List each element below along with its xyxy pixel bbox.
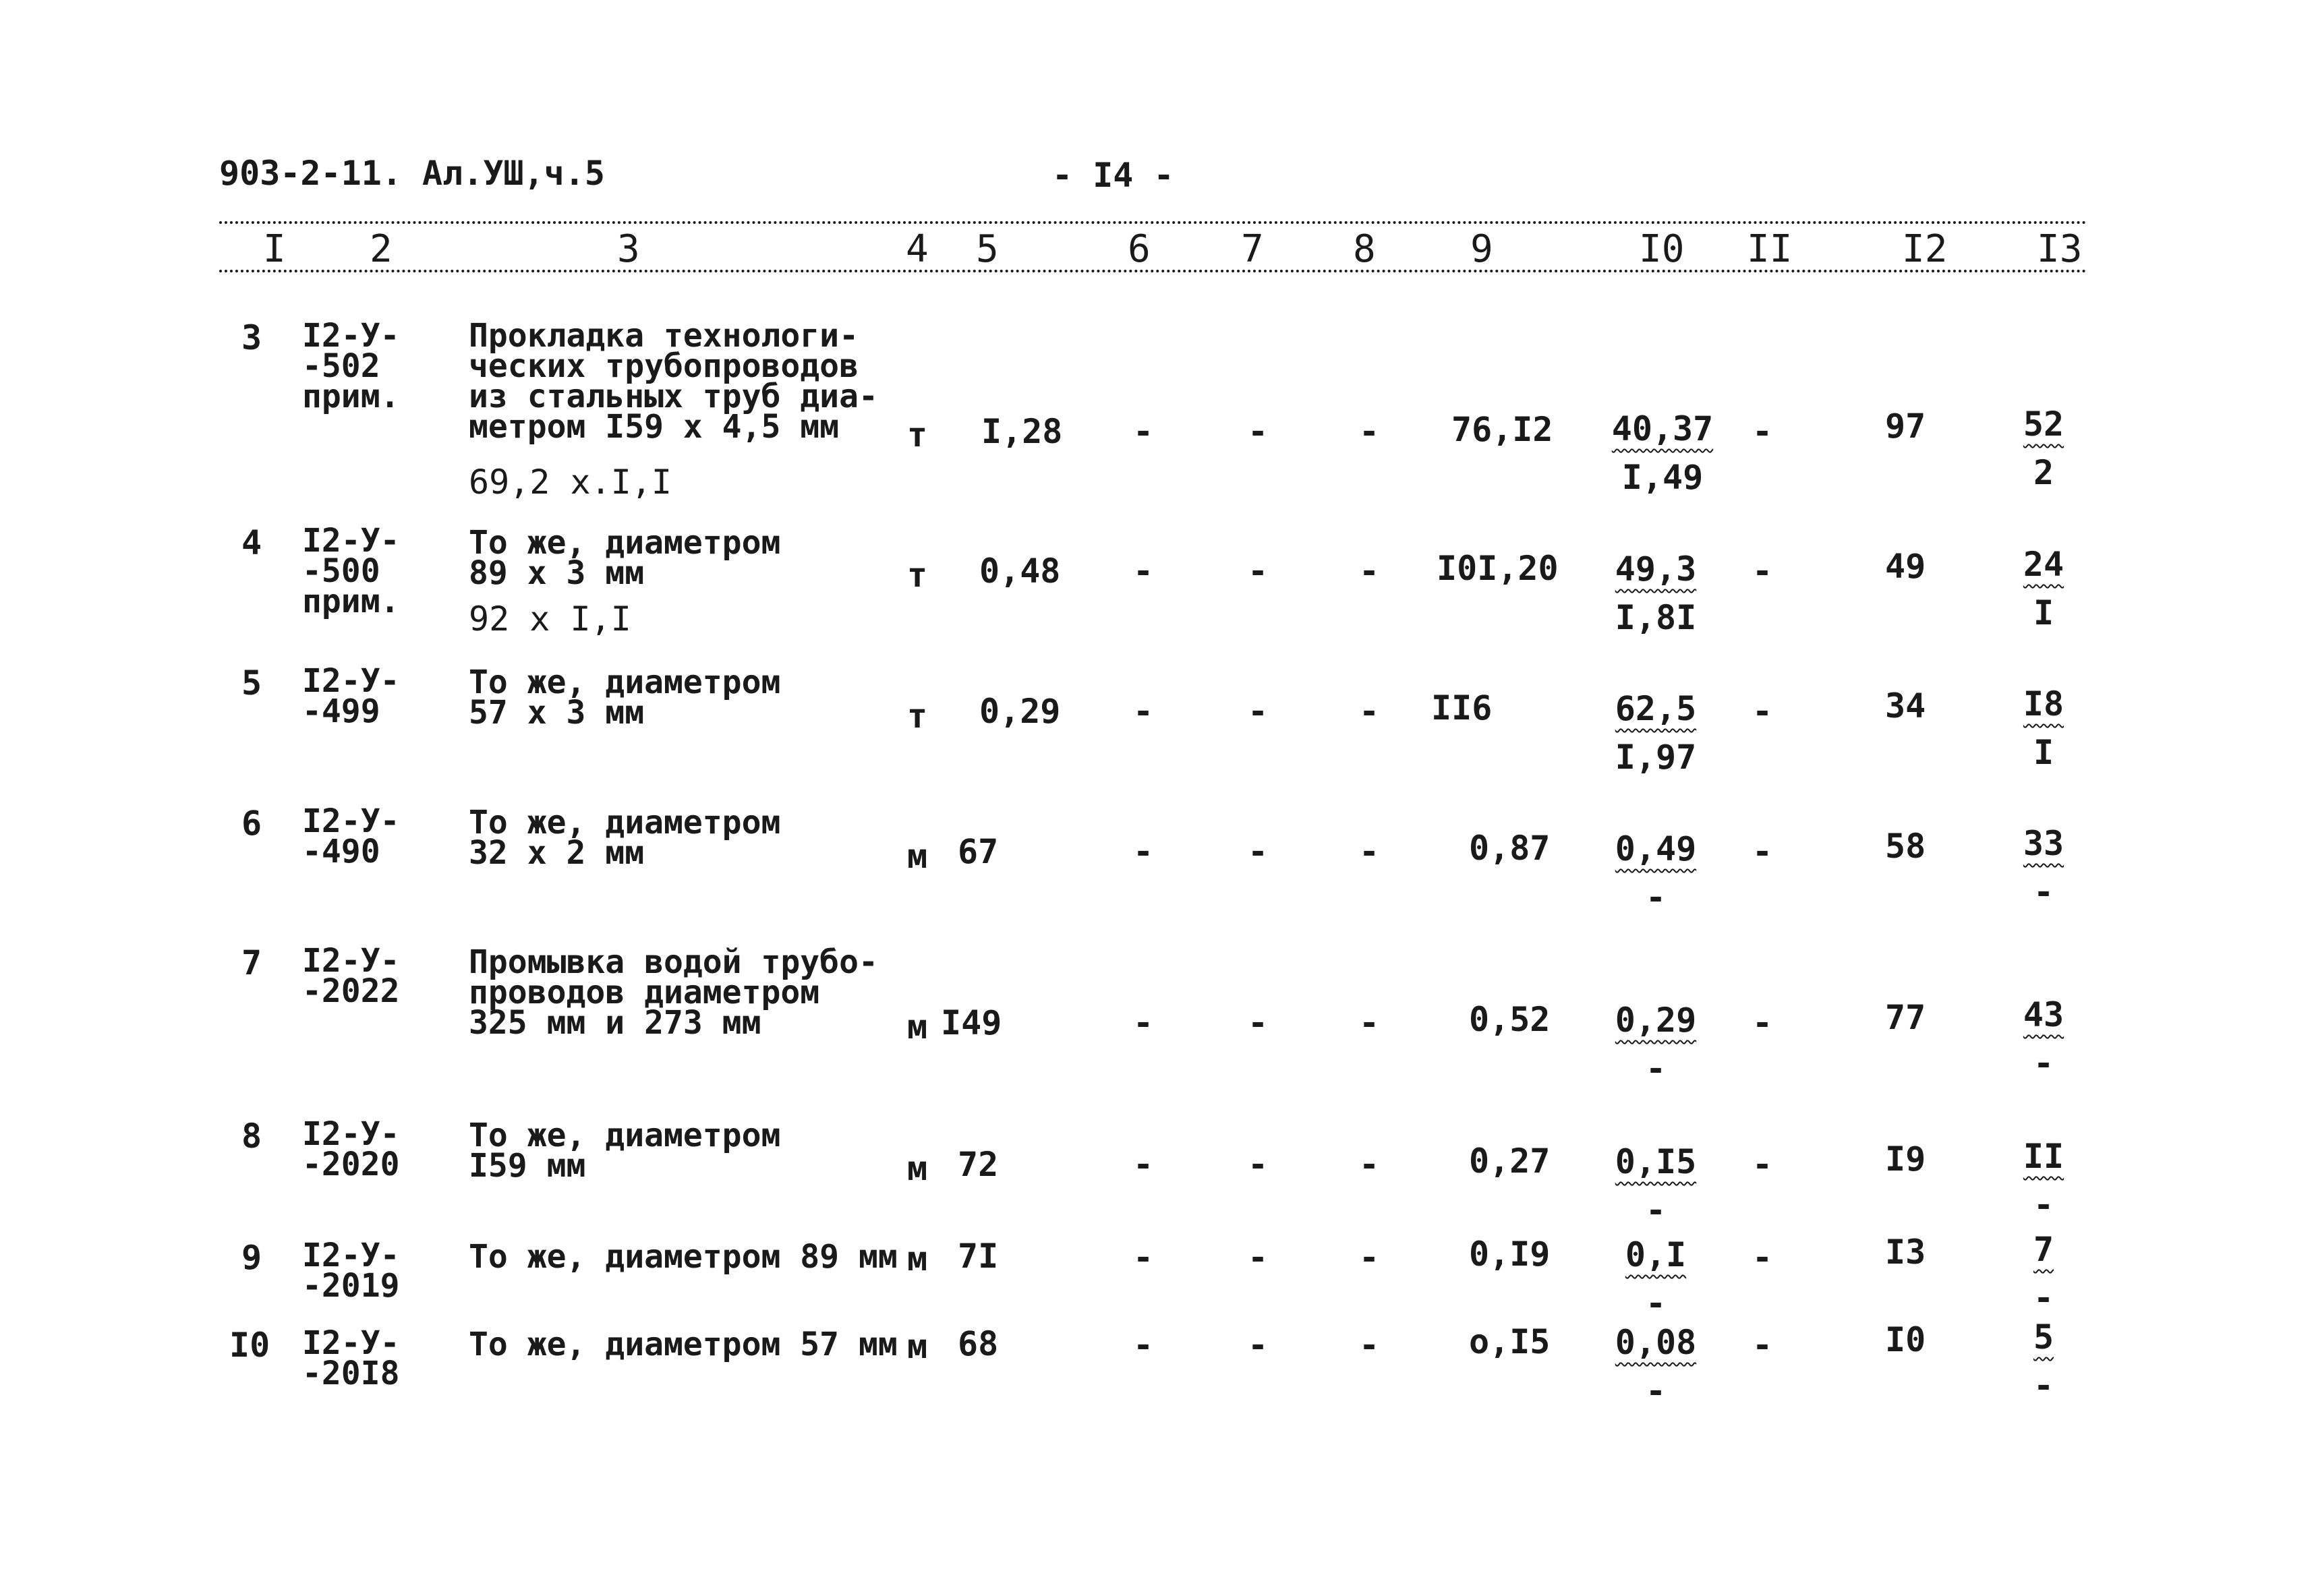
column-number-12: I2 [1902, 227, 1948, 271]
col6-dash: - [1133, 1238, 1154, 1277]
col13-top: 33 [2023, 824, 2064, 863]
col12-value: 58 [1885, 827, 1926, 866]
norm-code: I2-У- -499 [302, 662, 400, 730]
document-code: 903-2-11. Ал.УШ,ч.5 [219, 154, 605, 193]
col7-dash: - [1248, 1238, 1269, 1277]
col12-value: I9 [1885, 1140, 1926, 1179]
col12-value: 49 [1885, 547, 1926, 586]
col7-dash: - [1248, 552, 1269, 591]
col8-dash: - [1359, 692, 1380, 731]
work-description: То же, диаметром 57 х 3 мм [469, 663, 781, 732]
col11-dash: - [1752, 412, 1773, 451]
unit: м [907, 1327, 928, 1366]
quantity: I,28 [981, 412, 1063, 451]
col13-bottom: - [2033, 1044, 2054, 1083]
col13-bottom: - [2033, 1185, 2054, 1224]
quantity: 0,48 [979, 552, 1061, 591]
col13-fraction [2013, 1318, 2074, 1405]
row-number: 4 [241, 523, 262, 562]
col9-value: I0I,20 [1437, 549, 1559, 588]
col6-dash: - [1133, 832, 1154, 871]
col9-value: II6 [1431, 688, 1493, 728]
col13-fraction [2013, 995, 2074, 1083]
work-description: То же, диаметром 57 мм [469, 1326, 898, 1363]
column-number-9: 9 [1470, 227, 1493, 271]
quantity-formula: 92 х I,I [469, 599, 631, 639]
norm-code: I2-У- -20I8 [302, 1324, 400, 1392]
row-number: 7 [241, 943, 262, 982]
col13-fraction [2013, 824, 2074, 912]
col10-bottom: - [1645, 1371, 1667, 1411]
row-number: 3 [241, 318, 262, 357]
col13-bottom: 2 [2033, 453, 2054, 492]
work-description: То же, диаметром 89 мм [469, 1238, 898, 1276]
col6-dash: - [1133, 1145, 1154, 1184]
col6-dash: - [1133, 552, 1154, 591]
col10-fraction [1595, 689, 1716, 777]
col10-fraction [1602, 409, 1723, 497]
col7-dash: - [1248, 1145, 1269, 1184]
col10-top: 0,I [1625, 1235, 1687, 1274]
column-number-13: I3 [2037, 227, 2083, 271]
col10-bottom: I,8I [1615, 598, 1697, 637]
column-number-2: 2 [370, 227, 393, 271]
col8-dash: - [1359, 552, 1380, 591]
col9-value: 0,87 [1469, 829, 1551, 868]
col12-value: 97 [1885, 407, 1926, 446]
table-header-top-rule [219, 221, 2087, 224]
norm-code: I2-У- -2019 [302, 1237, 400, 1305]
col11-dash: - [1752, 1238, 1773, 1277]
column-number-8: 8 [1353, 227, 1376, 271]
col10-bottom: I,49 [1621, 458, 1704, 497]
col10-top: 0,I5 [1615, 1142, 1697, 1181]
col8-dash: - [1359, 1238, 1380, 1277]
work-description: Прокладка технологи- ческих трубопроводов из стальных труб диа- метром I59 х 4,5 мм [469, 317, 878, 446]
col13-fraction [2013, 1230, 2074, 1318]
col11-dash: - [1752, 1145, 1773, 1184]
norm-code: I2-У- -2022 [302, 942, 400, 1010]
page-number: - I4 - [1052, 156, 1174, 195]
col10-top: 40,37 [1611, 409, 1714, 448]
table-header-bottom-rule [219, 270, 2087, 272]
col9-value: о,I5 [1469, 1322, 1551, 1361]
col8-dash: - [1359, 1003, 1380, 1042]
col10-top: 0,29 [1615, 1001, 1697, 1040]
col10-bottom: - [1645, 878, 1667, 917]
column-number-3: 3 [617, 227, 640, 271]
col13-bottom: I [2033, 593, 2054, 632]
quantity: 67 [958, 832, 999, 871]
unit: т [907, 697, 928, 736]
unit: м [907, 1149, 928, 1188]
col13-top: 5 [2033, 1318, 2054, 1357]
col13-top: I8 [2023, 684, 2064, 723]
col10-fraction [1595, 1001, 1716, 1088]
col13-top: 52 [2023, 405, 2064, 444]
col10-fraction [1595, 1235, 1716, 1323]
column-number-7: 7 [1241, 227, 1264, 271]
col13-bottom: - [2033, 1278, 2054, 1318]
norm-code: I2-У- -2020 [302, 1115, 400, 1183]
row-number: 8 [241, 1117, 262, 1156]
work-description: То же, диаметром 89 х 3 мм [469, 524, 781, 592]
col11-dash: - [1752, 552, 1773, 591]
col10-bottom: - [1645, 1284, 1667, 1323]
unit: м [907, 837, 928, 876]
unit: м [907, 1007, 928, 1046]
col13-bottom: I [2033, 733, 2054, 772]
col6-dash: - [1133, 412, 1154, 451]
col10-top: 49,3 [1615, 550, 1697, 589]
row-number: 9 [241, 1238, 262, 1277]
work-description: То же, диаметром 32 х 2 мм [469, 804, 781, 872]
col9-value: 76,I2 [1451, 410, 1553, 449]
col8-dash: - [1359, 832, 1380, 871]
norm-code: I2-У- -500 прим. [302, 522, 400, 620]
quantity: 7I [958, 1237, 999, 1276]
col13-top: 24 [2023, 545, 2064, 584]
work-description: То же, диаметром I59 мм [469, 1117, 781, 1185]
quantity-formula: 69,2 х.I,I [469, 463, 672, 502]
column-number-6: 6 [1128, 227, 1151, 271]
col11-dash: - [1752, 832, 1773, 871]
col10-top: 62,5 [1615, 689, 1697, 728]
row-number: 6 [241, 804, 262, 843]
col13-fraction [2013, 405, 2074, 492]
unit: т [907, 415, 928, 454]
col12-value: I3 [1885, 1233, 1926, 1272]
col13-bottom: - [2033, 873, 2054, 912]
col13-fraction [2013, 1137, 2074, 1224]
norm-code: I2-У- -490 [302, 802, 400, 870]
col11-dash: - [1752, 1326, 1773, 1365]
col12-value: 34 [1885, 686, 1926, 726]
quantity: 0,29 [979, 692, 1061, 731]
col10-bottom: - [1645, 1049, 1667, 1088]
col6-dash: - [1133, 692, 1154, 731]
col6-dash: - [1133, 1326, 1154, 1365]
col9-value: 0,I9 [1469, 1235, 1551, 1274]
col9-value: 0,27 [1469, 1142, 1551, 1181]
col13-fraction [2013, 545, 2074, 632]
norm-code: I2-У- -502 прим. [302, 317, 400, 415]
quantity: 68 [958, 1324, 999, 1363]
column-number-10: I0 [1639, 227, 1685, 271]
column-number-5: 5 [976, 227, 999, 271]
column-number-11: II [1747, 227, 1793, 271]
col13-top: II [2023, 1137, 2064, 1176]
col11-dash: - [1752, 692, 1773, 731]
col10-bottom: I,97 [1615, 738, 1697, 777]
col7-dash: - [1248, 832, 1269, 871]
col7-dash: - [1248, 1003, 1269, 1042]
col9-value: 0,52 [1469, 1000, 1551, 1039]
unit: т [907, 556, 928, 595]
col8-dash: - [1359, 412, 1380, 451]
unit: м [907, 1239, 928, 1278]
col10-fraction [1595, 1323, 1716, 1411]
col10-top: 0,49 [1615, 829, 1697, 868]
row-number: 5 [241, 663, 262, 703]
col8-dash: - [1359, 1326, 1380, 1365]
col6-dash: - [1133, 1003, 1154, 1042]
col10-fraction [1595, 550, 1716, 637]
column-number-4: 4 [906, 227, 929, 271]
col10-fraction [1595, 1142, 1716, 1230]
col12-value: 77 [1885, 998, 1926, 1037]
col8-dash: - [1359, 1145, 1380, 1184]
col7-dash: - [1248, 1326, 1269, 1365]
col13-top: 43 [2023, 995, 2064, 1034]
col12-value: I0 [1885, 1320, 1926, 1359]
col13-top: 7 [2033, 1230, 2054, 1269]
col10-fraction [1595, 829, 1716, 917]
col13-fraction [2013, 684, 2074, 772]
quantity: I49 [941, 1003, 1002, 1042]
col7-dash: - [1248, 412, 1269, 451]
col13-bottom: - [2033, 1366, 2054, 1405]
col7-dash: - [1248, 692, 1269, 731]
col10-bottom: - [1645, 1191, 1667, 1230]
col11-dash: - [1752, 1003, 1773, 1042]
work-description: Промывка водой трубо- проводов диаметром 325 мм и 273 мм [469, 943, 878, 1042]
row-number: I0 [229, 1326, 270, 1365]
column-number-1: I [263, 227, 286, 271]
quantity: 72 [958, 1145, 999, 1184]
col10-top: 0,08 [1615, 1323, 1697, 1362]
